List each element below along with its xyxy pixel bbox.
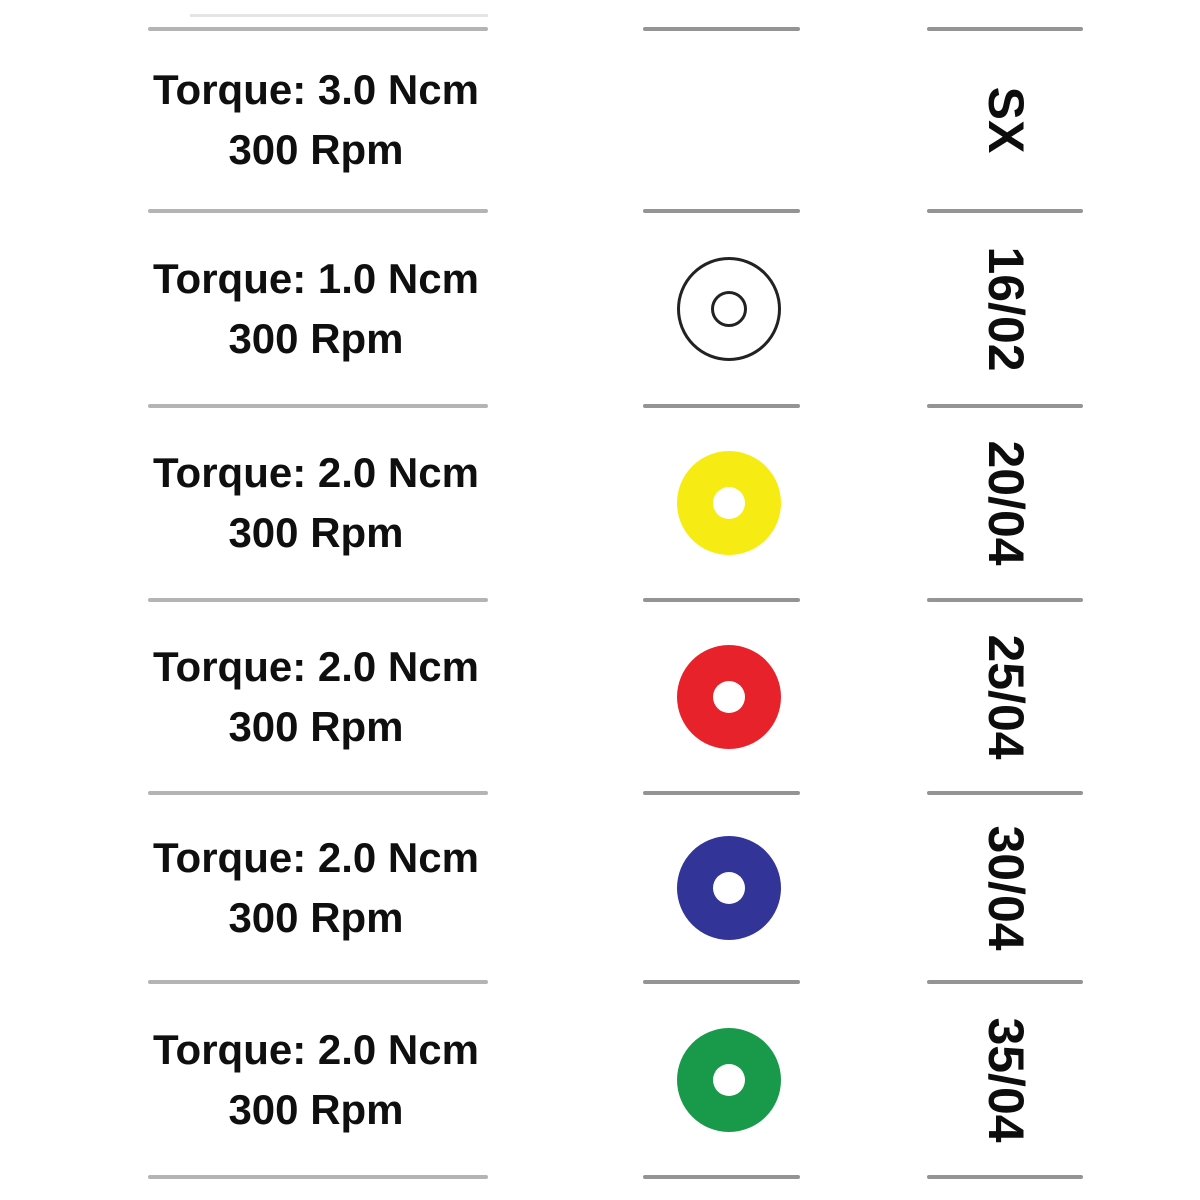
- separator-line: [148, 404, 488, 408]
- separator-line: [927, 209, 1083, 213]
- separator-line: [148, 980, 488, 984]
- separator-line: [927, 27, 1083, 31]
- table-row: [0, 406, 1200, 600]
- table-row: [0, 29, 1200, 211]
- rpm-value: 300 Rpm: [228, 509, 404, 556]
- ring-hole-icon: [713, 487, 745, 519]
- rpm-value: 300 Rpm: [228, 314, 404, 362]
- ring-hole-icon: [711, 291, 747, 327]
- separator-line: [643, 1175, 800, 1179]
- separator-line: [148, 27, 488, 31]
- ring-hole-icon: [713, 1064, 745, 1096]
- table-row: [0, 211, 1200, 406]
- file-size-label: 25/04: [978, 633, 1034, 760]
- torque-cell: [140, 406, 492, 600]
- separator-line: [927, 1175, 1083, 1179]
- torque-cell: [140, 211, 492, 406]
- separator-line: [643, 209, 800, 213]
- green-ring-icon: [677, 1028, 781, 1132]
- faint-separator-line: [190, 14, 488, 17]
- separator-line: [643, 598, 800, 602]
- separator-line: [148, 209, 488, 213]
- ring-hole-icon: [713, 681, 745, 713]
- separator-line: [643, 404, 800, 408]
- file-size-label: SX: [978, 86, 1034, 154]
- separator-line: [927, 404, 1083, 408]
- separator-line: [148, 598, 488, 602]
- separator-line: [927, 791, 1083, 795]
- torque-value: Torque: 1.0 Ncm: [153, 254, 479, 302]
- rpm-value: 300 Rpm: [228, 893, 404, 941]
- separator-line: [927, 598, 1083, 602]
- yellow-ring-icon: [677, 451, 781, 555]
- table-row: [0, 793, 1200, 982]
- torque-cell: [140, 29, 492, 211]
- torque-value: Torque: 2.0 Ncm: [153, 1025, 479, 1073]
- separator-line: [643, 27, 800, 31]
- torque-value: Torque: 2.0 Ncm: [153, 833, 479, 881]
- torque-value: Torque: 3.0 Ncm: [153, 66, 479, 113]
- torque-value: Torque: 2.0 Ncm: [153, 449, 479, 496]
- torque-cell: [140, 982, 492, 1177]
- separator-line: [643, 980, 800, 984]
- ring-hole-icon: [713, 872, 745, 904]
- file-size-label: 30/04: [978, 824, 1034, 951]
- table-row: [0, 982, 1200, 1177]
- rpm-value: 300 Rpm: [228, 702, 404, 750]
- rpm-value: 300 Rpm: [228, 126, 404, 173]
- white-ring-icon: [677, 257, 781, 361]
- separator-line: [643, 791, 800, 795]
- file-size-label: 35/04: [978, 1016, 1034, 1143]
- red-ring-icon: [677, 645, 781, 749]
- file-size-label: 20/04: [978, 440, 1034, 566]
- file-size-label: 16/02: [978, 245, 1034, 372]
- blue-ring-icon: [677, 836, 781, 940]
- torque-cell: [140, 600, 492, 793]
- separator-line: [927, 980, 1083, 984]
- torque-value: Torque: 2.0 Ncm: [153, 642, 479, 690]
- torque-cell: [140, 793, 492, 982]
- rpm-value: 300 Rpm: [228, 1085, 404, 1133]
- separator-line: [148, 1175, 488, 1179]
- separator-line: [148, 791, 488, 795]
- table-row: [0, 600, 1200, 793]
